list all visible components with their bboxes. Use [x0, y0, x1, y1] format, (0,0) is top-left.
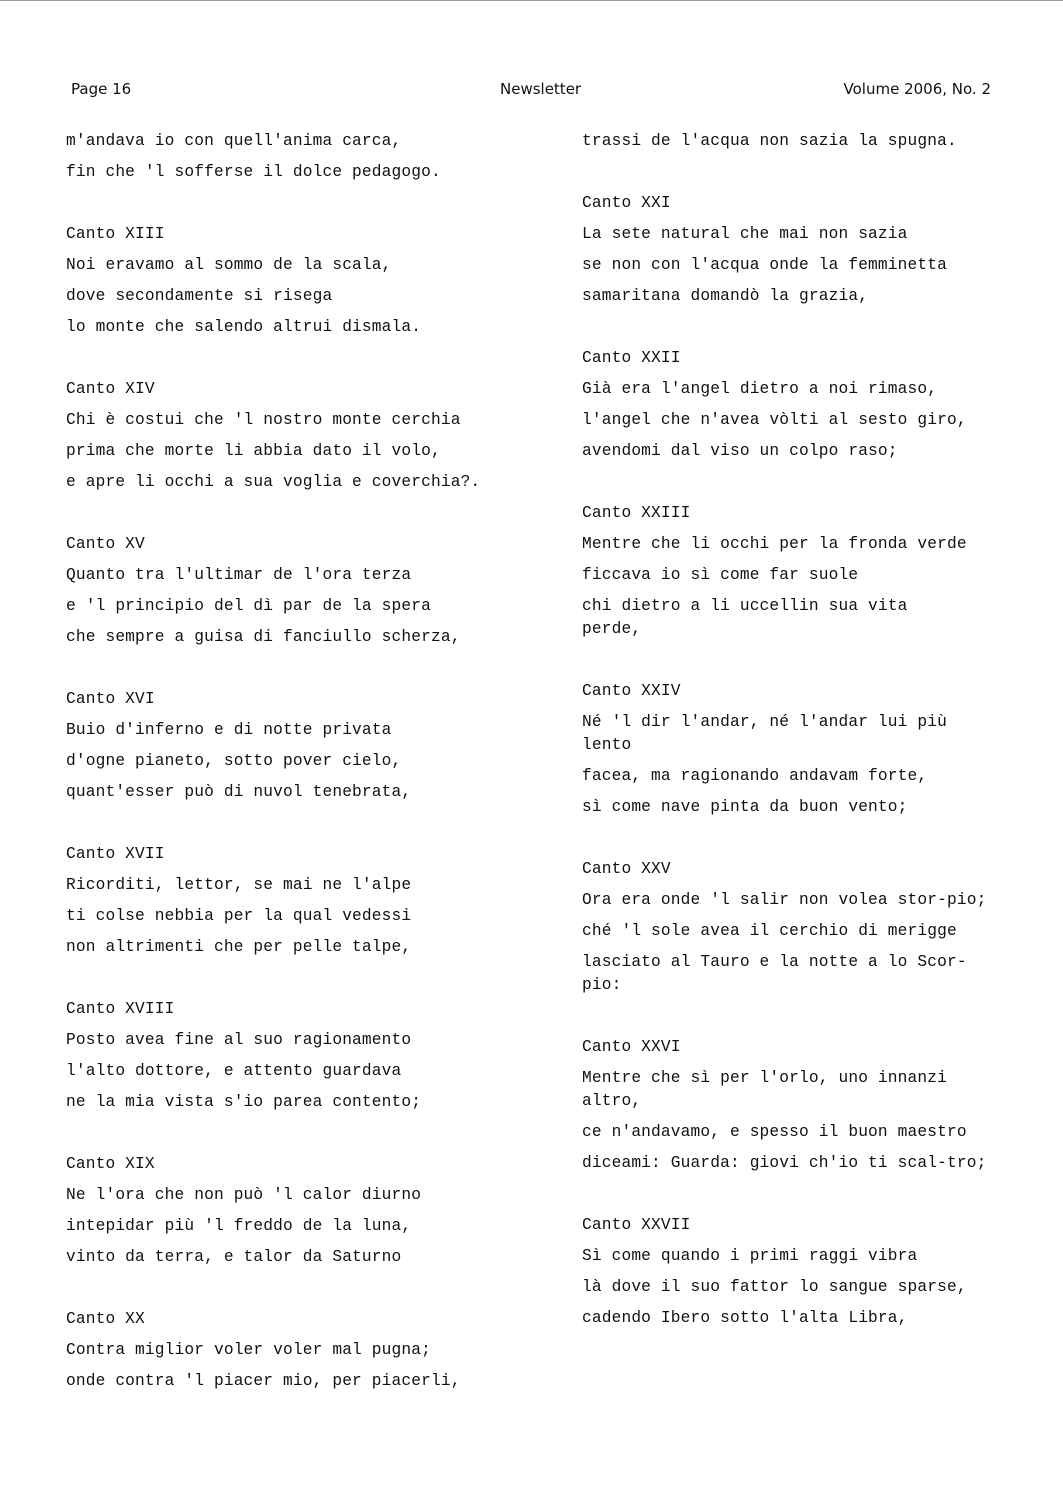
stanza-gap — [66, 812, 526, 843]
verse-line: fin che 'l sofferse il dolce pedagogo. — [66, 163, 441, 181]
verse-line: Né 'l dir l'andar, né l'andar lui più lento — [582, 713, 957, 754]
stanza-gap — [66, 657, 526, 688]
verse-line: ficcava io sì come far suole — [582, 566, 859, 584]
verse-line: quant'esser può di nuvol tenebrata, — [66, 783, 412, 801]
verse-line: avendomi dal viso un colpo raso; — [582, 442, 898, 460]
verse-line: Ora era onde 'l salir non volea stor-pio; — [582, 891, 987, 909]
canto-heading: Canto XVII — [66, 845, 165, 863]
canto-heading: Canto XXVII — [582, 1216, 691, 1234]
left-column — [66, 130, 526, 1401]
verse-line: La sete natural che mai non sazia — [582, 225, 908, 243]
verse-line: Ne l'ora che non può 'l calor diurno — [66, 1186, 422, 1204]
stanza-gap — [582, 316, 1007, 347]
canto-heading: Canto XVIII — [66, 1000, 175, 1018]
verse-line: Contra miglior voler voler mal pugna; — [66, 1341, 431, 1359]
top-border-line — [0, 0, 1063, 1]
stanza-gap — [582, 471, 1007, 502]
verse-line: Già era l'angel dietro a noi rimaso, — [582, 380, 938, 398]
verse-line: Posto avea fine al suo ragionamento — [66, 1031, 412, 1049]
verse-line: m'andava io con quell'anima carca, — [66, 132, 402, 150]
verse-line: Buio d'inferno e di notte privata — [66, 721, 392, 739]
verse-line: Sì come quando i primi raggi vibra — [582, 1247, 918, 1265]
verse-line: intepidar più 'l freddo de la luna, — [66, 1217, 412, 1235]
stanza-gap — [582, 1183, 1007, 1214]
verse-line: là dove il suo fattor lo sangue sparse, — [582, 1278, 967, 1296]
verse-line: vinto da terra, e talor da Saturno — [66, 1248, 402, 1266]
verse-line: Mentre che sì per l'orlo, uno innanzi altro, — [582, 1069, 957, 1110]
volume-label: Volume 2006, No. 2 — [843, 80, 991, 98]
verse-line: se non con l'acqua onde la femminetta — [582, 256, 947, 274]
canto-heading: Canto XVI — [66, 690, 155, 708]
verse-line: diceami: Guarda: giovi ch'io ti scal-tro; — [582, 1154, 987, 1172]
stanza-gap — [582, 827, 1007, 858]
verse-line: Quanto tra l'ultimar de l'ora terza — [66, 566, 412, 584]
verse-line: ce n'andavamo, e spesso il buon maestro — [582, 1123, 967, 1141]
newsletter-title: Newsletter — [500, 80, 582, 98]
verse-line: non altrimenti che per pelle talpe, — [66, 938, 412, 956]
verse-line: facea, ma ragionando andavam forte, — [582, 767, 928, 785]
page-header — [0, 80, 1063, 102]
stanza-gap — [582, 1005, 1007, 1036]
stanza-gap — [582, 161, 1007, 192]
verse-line: Noi eravamo al sommo de la scala, — [66, 256, 392, 274]
canto-heading: Canto XIV — [66, 380, 155, 398]
verse-line: l'alto dottore, e attento guardava — [66, 1062, 402, 1080]
verse-line: lo monte che salendo altrui dismala. — [66, 318, 422, 336]
canto-heading: Canto XIII — [66, 225, 165, 243]
canto-heading: Canto XV — [66, 535, 145, 553]
canto-heading: Canto XXIII — [582, 504, 691, 522]
canto-heading: Canto XXII — [582, 349, 681, 367]
stanza-gap — [66, 192, 526, 223]
verse-line: e 'l principio del dì par de la spera — [66, 597, 431, 615]
verse-line: ché 'l sole avea il cerchio di merigge — [582, 922, 957, 940]
verse-line: ti colse nebbia per la qual vedessi — [66, 907, 412, 925]
verse-line: Ricorditi, lettor, se mai ne l'alpe — [66, 876, 412, 894]
verse-line: chi dietro a li uccellin sua vita perde, — [582, 597, 918, 638]
canto-heading: Canto XX — [66, 1310, 145, 1328]
canto-heading: Canto XIX — [66, 1155, 155, 1173]
verse-line: e apre li occhi a sua voglia e coverchia?. — [66, 473, 481, 491]
canto-heading: Canto XXIV — [582, 682, 681, 700]
verse-line: lasciato al Tauro e la notte a lo Scor-pio: — [582, 953, 967, 994]
stanza-gap — [66, 347, 526, 378]
stanza-gap — [582, 649, 1007, 680]
stanza-gap — [66, 1122, 526, 1153]
canto-heading: Canto XXI — [582, 194, 671, 212]
stanza-gap — [66, 502, 526, 533]
verse-line: l'angel che n'avea vòlti al sesto giro, — [582, 411, 967, 429]
verse-line: trassi de l'acqua non sazia la spugna. — [582, 132, 957, 150]
stanza-gap — [66, 1277, 526, 1308]
verse-line: ne la mia vista s'io parea contento; — [66, 1093, 422, 1111]
verse-line: dove secondamente si risega — [66, 287, 333, 305]
verse-line: d'ogne pianeto, sotto pover cielo, — [66, 752, 402, 770]
canto-heading: Canto XXVI — [582, 1038, 681, 1056]
verse-line: Chi è costui che 'l nostro monte cerchia — [66, 411, 461, 429]
verse-line: che sempre a guisa di fanciullo scherza, — [66, 628, 461, 646]
verse-line: Mentre che li occhi per la fronda verde — [582, 535, 967, 553]
verse-line: onde contra 'l piacer mio, per piacerli, — [66, 1372, 461, 1390]
canto-heading: Canto XXV — [582, 860, 671, 878]
verse-line: cadendo Ibero sotto l'alta Libra, — [582, 1309, 908, 1327]
verse-line: sì come nave pinta da buon vento; — [582, 798, 908, 816]
right-column — [582, 130, 1007, 1338]
page-number: Page 16 — [71, 80, 132, 98]
verse-line: prima che morte li abbia dato il volo, — [66, 442, 441, 460]
verse-line: samaritana domandò la grazia, — [582, 287, 869, 305]
stanza-gap — [66, 967, 526, 998]
